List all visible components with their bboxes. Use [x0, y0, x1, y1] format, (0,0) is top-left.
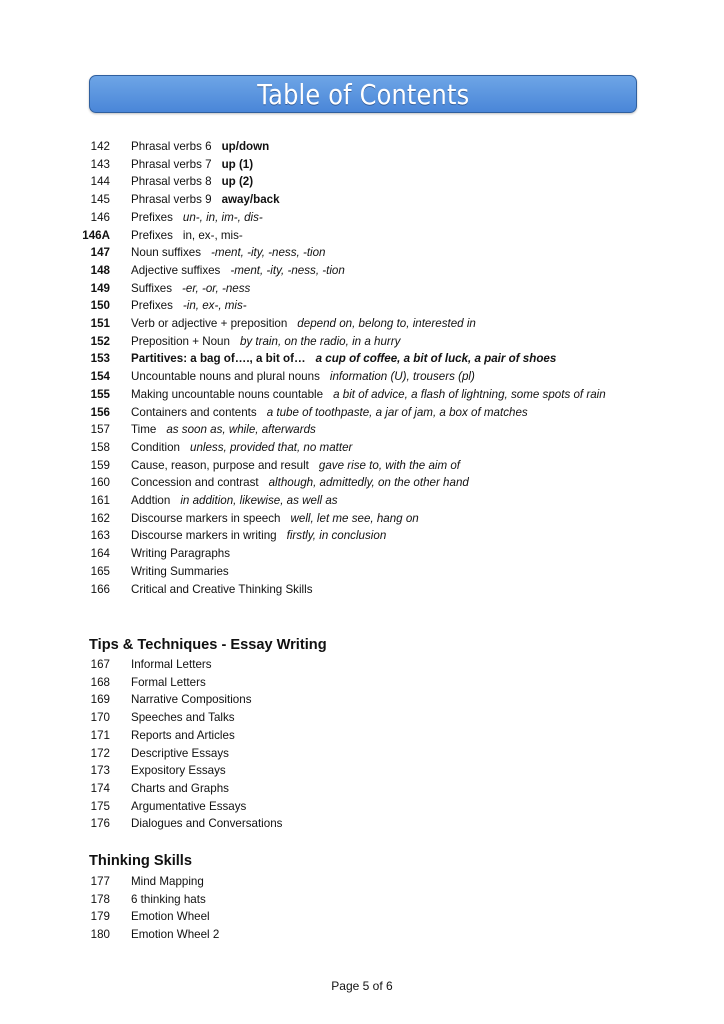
entry-topic: Prefixes — [131, 299, 173, 313]
entry-text — [131, 173, 606, 191]
entry-examples: up (1) — [221, 157, 254, 171]
entry-text — [131, 439, 606, 457]
entry-text — [131, 404, 606, 422]
toc-list-essay-writing — [0, 656, 724, 833]
entry-examples: a cup of coffee, a bit of luck, a pair of shoes — [315, 352, 557, 366]
section-heading-thinking-skills: Thinking Skills — [89, 853, 192, 869]
entry-topic: Condition — [131, 440, 180, 454]
entry-text — [131, 457, 606, 475]
entry-examples: -ment, -ity, -ness, -tion — [230, 263, 345, 277]
entry-topic: Verb or adjective + preposition — [131, 317, 288, 331]
toc-list-main — [0, 138, 724, 598]
entry-examples: well, let me see, hang on — [290, 511, 419, 525]
entry-number: 148 — [90, 263, 110, 277]
entry-topic: Expository Essays — [131, 764, 226, 778]
page-title: Table of Contents — [256, 77, 470, 111]
entry-examples: although, admittedly, on the other hand — [268, 476, 469, 490]
entry-topic: Phrasal verbs 9 — [131, 193, 212, 207]
entry-number: 153 — [90, 352, 110, 366]
entry-topic: Partitives: a bag of…., a bit of… — [131, 352, 306, 366]
entry-number: 173 — [90, 764, 110, 778]
entry-topic: Cause, reason, purpose and result — [131, 458, 309, 472]
entry-examples: in addition, likewise, as well as — [180, 494, 338, 508]
entry-text — [131, 492, 606, 510]
entry-examples: -er, -or, -ness — [182, 281, 251, 295]
entry-number: 172 — [90, 746, 110, 760]
entry-examples: depend on, belong to, interested in — [297, 317, 476, 331]
entry-text — [131, 563, 606, 581]
entry-number: 170 — [90, 711, 110, 725]
entry-topic: Phrasal verbs 8 — [131, 175, 212, 189]
entry-examples: -in, ex-, mis- — [182, 299, 247, 313]
toc-entry — [0, 674, 724, 692]
entry-examples: up/down — [221, 140, 270, 153]
entry-number: 161 — [90, 494, 110, 508]
entry-number: 158 — [90, 440, 110, 454]
toc-entry — [0, 873, 724, 891]
entry-examples: a bit of advice, a flash of lightning, some spots of rain — [333, 387, 606, 401]
toc-entry — [0, 404, 724, 422]
entry-text — [131, 762, 606, 780]
entry-topic: Making uncountable nouns countable — [131, 387, 324, 401]
entry-text — [131, 280, 606, 298]
entry-examples: un-, in, im-, dis- — [182, 210, 263, 224]
entry-text — [131, 191, 606, 209]
entry-number: 152 — [90, 334, 110, 348]
toc-entry — [0, 510, 724, 528]
entry-text — [131, 156, 606, 174]
entry-number: 154 — [90, 370, 110, 384]
entry-number: 162 — [90, 511, 110, 525]
toc-entry — [0, 908, 724, 926]
entry-number: 168 — [90, 675, 110, 689]
entry-topic: Emotion Wheel 2 — [131, 928, 220, 942]
entry-topic: Mind Mapping — [131, 875, 204, 888]
entry-text — [131, 510, 606, 528]
entry-text — [131, 873, 606, 891]
toc-entry — [0, 439, 724, 457]
entry-topic: Narrative Compositions — [131, 693, 252, 707]
entry-number: 143 — [90, 157, 110, 171]
entry-text — [131, 815, 606, 833]
toc-entry — [0, 762, 724, 780]
entry-examples: as soon as, while, afterwards — [166, 423, 316, 437]
entry-text — [131, 581, 606, 599]
entry-number: 171 — [90, 728, 110, 742]
toc-list-thinking-skills — [0, 873, 724, 944]
entry-text — [131, 209, 606, 227]
entry-topic: Phrasal verbs 6 — [131, 140, 212, 153]
toc-entry — [0, 138, 724, 156]
entry-number: 159 — [90, 458, 110, 472]
entry-topic: Writing Paragraphs — [131, 547, 231, 561]
entry-topic: Argumentative Essays — [131, 799, 247, 813]
toc-entry — [0, 527, 724, 545]
entry-number: 180 — [90, 928, 110, 942]
entry-text — [131, 891, 606, 909]
entry-text — [131, 244, 606, 262]
entry-examples: gave rise to, with the aim of — [318, 458, 461, 472]
entry-topic: Emotion Wheel — [131, 910, 210, 924]
entry-topic: Writing Summaries — [131, 564, 229, 578]
entry-number: 169 — [90, 693, 110, 707]
entry-topic: Time — [131, 423, 157, 437]
entry-text — [131, 798, 606, 816]
page-footer: Page 5 of 6 — [331, 979, 393, 993]
entry-topic: Preposition + Noun — [131, 334, 230, 348]
toc-entry — [0, 727, 724, 745]
entry-topic: Discourse markers in speech — [131, 511, 281, 525]
entry-number: 179 — [90, 910, 110, 924]
entry-text — [131, 315, 606, 333]
toc-entry — [0, 297, 724, 315]
entry-topic: Speeches and Talks — [131, 711, 235, 725]
entry-text — [131, 674, 606, 692]
entry-number: 163 — [90, 529, 110, 543]
entry-number: 144 — [90, 175, 110, 189]
entry-text — [131, 727, 606, 745]
entry-text — [131, 908, 606, 926]
entry-text — [131, 262, 606, 280]
entry-text — [131, 421, 606, 439]
entry-number: 164 — [90, 547, 110, 561]
title-banner — [89, 75, 637, 113]
toc-entry — [0, 386, 724, 404]
toc-entry — [0, 563, 724, 581]
entry-examples: -ment, -ity, -ness, -tion — [211, 246, 326, 260]
section-heading-essay-writing: Tips & Techniques - Essay Writing — [89, 637, 327, 653]
entry-text — [131, 368, 606, 386]
entry-text — [131, 297, 606, 315]
toc-entry — [0, 492, 724, 510]
entry-topic: Critical and Creative Thinking Skills — [131, 582, 313, 596]
entry-number: 156 — [90, 405, 110, 419]
entry-number: 167 — [90, 658, 110, 671]
toc-entry — [0, 780, 724, 798]
entry-number: 142 — [90, 140, 110, 153]
entry-topic: Containers and contents — [131, 405, 257, 419]
entry-number: 174 — [90, 781, 110, 795]
entry-topic: Phrasal verbs 7 — [131, 157, 212, 171]
entry-number: 149 — [90, 281, 110, 295]
entry-text — [131, 350, 606, 368]
entry-examples: by train, on the radio, in a hurry — [239, 334, 401, 348]
toc-entry — [0, 709, 724, 727]
toc-entry — [0, 691, 724, 709]
entry-examples: firstly, in conclusion — [286, 529, 387, 543]
entry-number: 178 — [90, 892, 110, 906]
entry-examples: a tube of toothpaste, a jar of jam, a box of matches — [266, 405, 528, 419]
toc-entry — [0, 815, 724, 833]
entry-topic: Formal Letters — [131, 675, 206, 689]
entry-number: 150 — [90, 299, 110, 313]
entry-topic: Discourse markers in writing — [131, 529, 277, 543]
entry-text — [131, 780, 606, 798]
toc-entry — [0, 191, 724, 209]
toc-entry — [0, 545, 724, 563]
entry-topic: Prefixes — [131, 210, 173, 224]
toc-entry — [0, 745, 724, 763]
entry-number: 145 — [90, 193, 110, 207]
entry-topic: Prefixes — [131, 228, 173, 242]
entry-number: 166 — [90, 582, 110, 596]
entry-number: 176 — [90, 817, 110, 831]
entry-topic: Adjective suffixes — [131, 263, 221, 277]
toc-entry — [0, 581, 724, 599]
toc-entry — [0, 926, 724, 944]
entry-topic: Noun suffixes — [131, 246, 202, 260]
toc-entry — [0, 421, 724, 439]
entry-text — [131, 138, 606, 156]
entry-examples: up (2) — [221, 175, 254, 189]
entry-text — [131, 333, 606, 351]
toc-entry — [0, 891, 724, 909]
toc-entry — [0, 173, 724, 191]
entry-text — [131, 386, 606, 404]
toc-entry — [0, 209, 724, 227]
entry-examples: unless, provided that, no matter — [190, 440, 353, 454]
entry-text — [131, 745, 606, 763]
entry-topic: Addtion — [131, 494, 171, 508]
toc-entry — [0, 457, 724, 475]
entry-topic: Uncountable nouns and plural nouns — [131, 370, 320, 384]
toc-entry — [0, 156, 724, 174]
entry-text — [131, 227, 606, 245]
entry-number: 151 — [90, 317, 110, 331]
entry-number: 165 — [90, 564, 110, 578]
entry-number: 175 — [90, 799, 110, 813]
entry-topic: Informal Letters — [131, 658, 212, 671]
toc-entry — [0, 315, 724, 333]
entry-number: 147 — [90, 246, 110, 260]
toc-entry — [0, 333, 724, 351]
entry-text — [131, 474, 606, 492]
toc-entry — [0, 798, 724, 816]
entry-topic: Dialogues and Conversations — [131, 817, 283, 831]
toc-entry — [0, 656, 724, 674]
toc-entry — [0, 368, 724, 386]
entry-text — [131, 709, 606, 727]
entry-text — [131, 691, 606, 709]
toc-entry — [0, 474, 724, 492]
toc-entry — [0, 350, 724, 368]
entry-topic: 6 thinking hats — [131, 892, 206, 906]
entry-text — [131, 926, 606, 944]
entry-topic: Descriptive Essays — [131, 746, 229, 760]
entry-text — [131, 527, 606, 545]
toc-entry — [0, 262, 724, 280]
entry-examples: away/back — [221, 193, 280, 207]
entry-examples: in, ex-, mis- — [182, 228, 243, 242]
entry-topic: Charts and Graphs — [131, 781, 229, 795]
entry-topic: Reports and Articles — [131, 728, 235, 742]
entry-text — [131, 656, 606, 674]
entry-number: 146 — [90, 210, 110, 224]
entry-number: 177 — [90, 875, 110, 888]
entry-number: 146A — [82, 228, 110, 242]
entry-text — [131, 545, 606, 563]
toc-entry — [0, 280, 724, 298]
entry-number: 155 — [90, 387, 110, 401]
entry-topic: Suffixes — [131, 281, 173, 295]
toc-entry — [0, 227, 724, 245]
entry-topic: Concession and contrast — [131, 476, 259, 490]
entry-number: 157 — [90, 423, 110, 437]
entry-number: 160 — [90, 476, 110, 490]
entry-examples: information (U), trousers (pl) — [329, 370, 475, 384]
toc-entry — [0, 244, 724, 262]
